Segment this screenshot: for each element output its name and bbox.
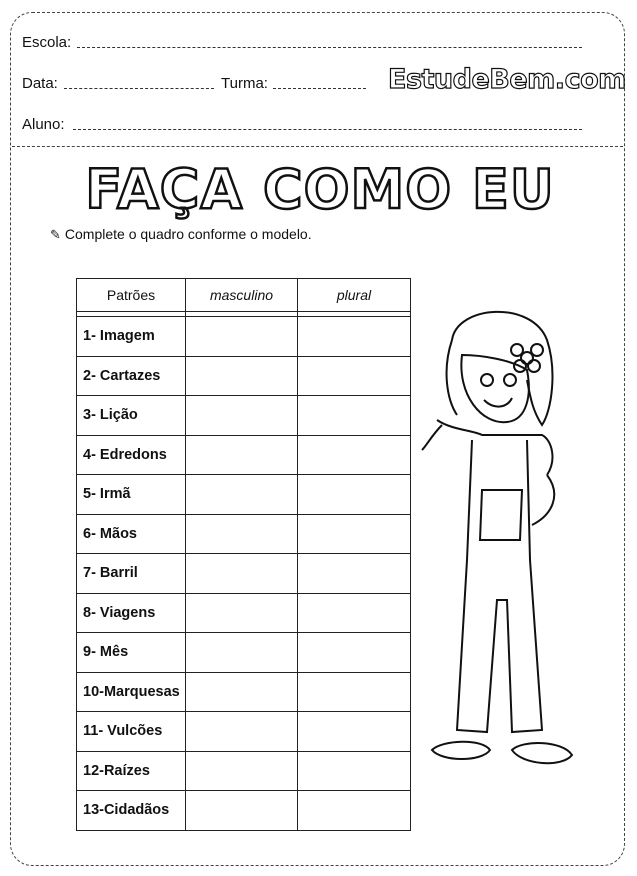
word-cell: 13-Cidadãos — [77, 791, 186, 831]
plural-cell[interactable] — [298, 475, 411, 515]
date-field[interactable] — [64, 88, 214, 89]
table-row — [77, 475, 411, 515]
masculino-cell[interactable] — [186, 672, 298, 712]
plural-cell[interactable] — [298, 514, 411, 554]
word-cell: 11- Vulcões — [77, 712, 186, 752]
table-row — [77, 356, 411, 396]
plural-cell[interactable] — [298, 356, 411, 396]
student-label: Aluno: — [22, 116, 65, 133]
class-label: Turma: — [221, 75, 268, 92]
girl-illustration — [412, 300, 612, 800]
header-patroes: Patrões — [77, 279, 186, 312]
class-field[interactable] — [273, 88, 366, 89]
header-plural: plural — [298, 279, 411, 312]
table-row — [77, 514, 411, 554]
table-row — [77, 712, 411, 752]
masculino-cell[interactable] — [186, 791, 298, 831]
plural-cell[interactable] — [298, 791, 411, 831]
word-cell: 4- Edredons — [77, 435, 186, 475]
plural-cell[interactable] — [298, 712, 411, 752]
masculino-cell[interactable] — [186, 554, 298, 594]
instruction — [50, 226, 312, 243]
brand-logo: EstudeBem.com — [388, 64, 626, 95]
table-row — [77, 593, 411, 633]
table-row — [77, 435, 411, 475]
plural-cell[interactable] — [298, 554, 411, 594]
word-cell: 10-Marquesas — [77, 672, 186, 712]
plural-cell[interactable] — [298, 435, 411, 475]
masculino-cell[interactable] — [186, 593, 298, 633]
instruction-text: Complete o quadro conforme o modelo. — [64, 226, 312, 242]
header-masculino: masculino — [186, 279, 298, 312]
table-row — [77, 751, 411, 791]
masculino-cell[interactable] — [186, 396, 298, 436]
table-row — [77, 554, 411, 594]
word-cell: 9- Mês — [77, 633, 186, 673]
masculino-cell[interactable] — [186, 475, 298, 515]
word-cell: 5- Irmã — [77, 475, 186, 515]
masculino-cell[interactable] — [186, 514, 298, 554]
plural-cell[interactable] — [298, 396, 411, 436]
student-field[interactable] — [73, 129, 582, 130]
masculino-cell[interactable] — [186, 356, 298, 396]
worksheet-title — [85, 150, 555, 226]
word-cell: 1- Imagem — [77, 317, 186, 357]
word-cell: 12-Raízes — [77, 751, 186, 791]
school-field[interactable] — [77, 47, 582, 48]
plural-cell[interactable] — [298, 317, 411, 357]
masculino-cell[interactable] — [186, 317, 298, 357]
word-cell: 6- Mãos — [77, 514, 186, 554]
exercise-table — [76, 278, 411, 831]
plural-cell[interactable] — [298, 593, 411, 633]
title-text: FAÇA COMO EU — [85, 158, 555, 221]
masculino-cell[interactable] — [186, 751, 298, 791]
masculino-cell[interactable] — [186, 435, 298, 475]
plural-cell[interactable] — [298, 633, 411, 673]
table-row — [77, 317, 411, 357]
table-row — [77, 672, 411, 712]
school-label: Escola: — [22, 34, 72, 51]
table-row — [77, 791, 411, 831]
masculino-cell[interactable] — [186, 633, 298, 673]
word-cell: 8- Viagens — [77, 593, 186, 633]
word-cell: 2- Cartazes — [77, 356, 186, 396]
date-label: Data: — [22, 75, 58, 92]
word-cell: 7- Barril — [77, 554, 186, 594]
plural-cell[interactable] — [298, 751, 411, 791]
table-row — [77, 396, 411, 436]
word-cell: 3- Lição — [77, 396, 186, 436]
plural-cell[interactable] — [298, 672, 411, 712]
table-row — [77, 633, 411, 673]
header-divider — [12, 146, 623, 147]
masculino-cell[interactable] — [186, 712, 298, 752]
pencil-icon: ✎ — [50, 227, 61, 242]
